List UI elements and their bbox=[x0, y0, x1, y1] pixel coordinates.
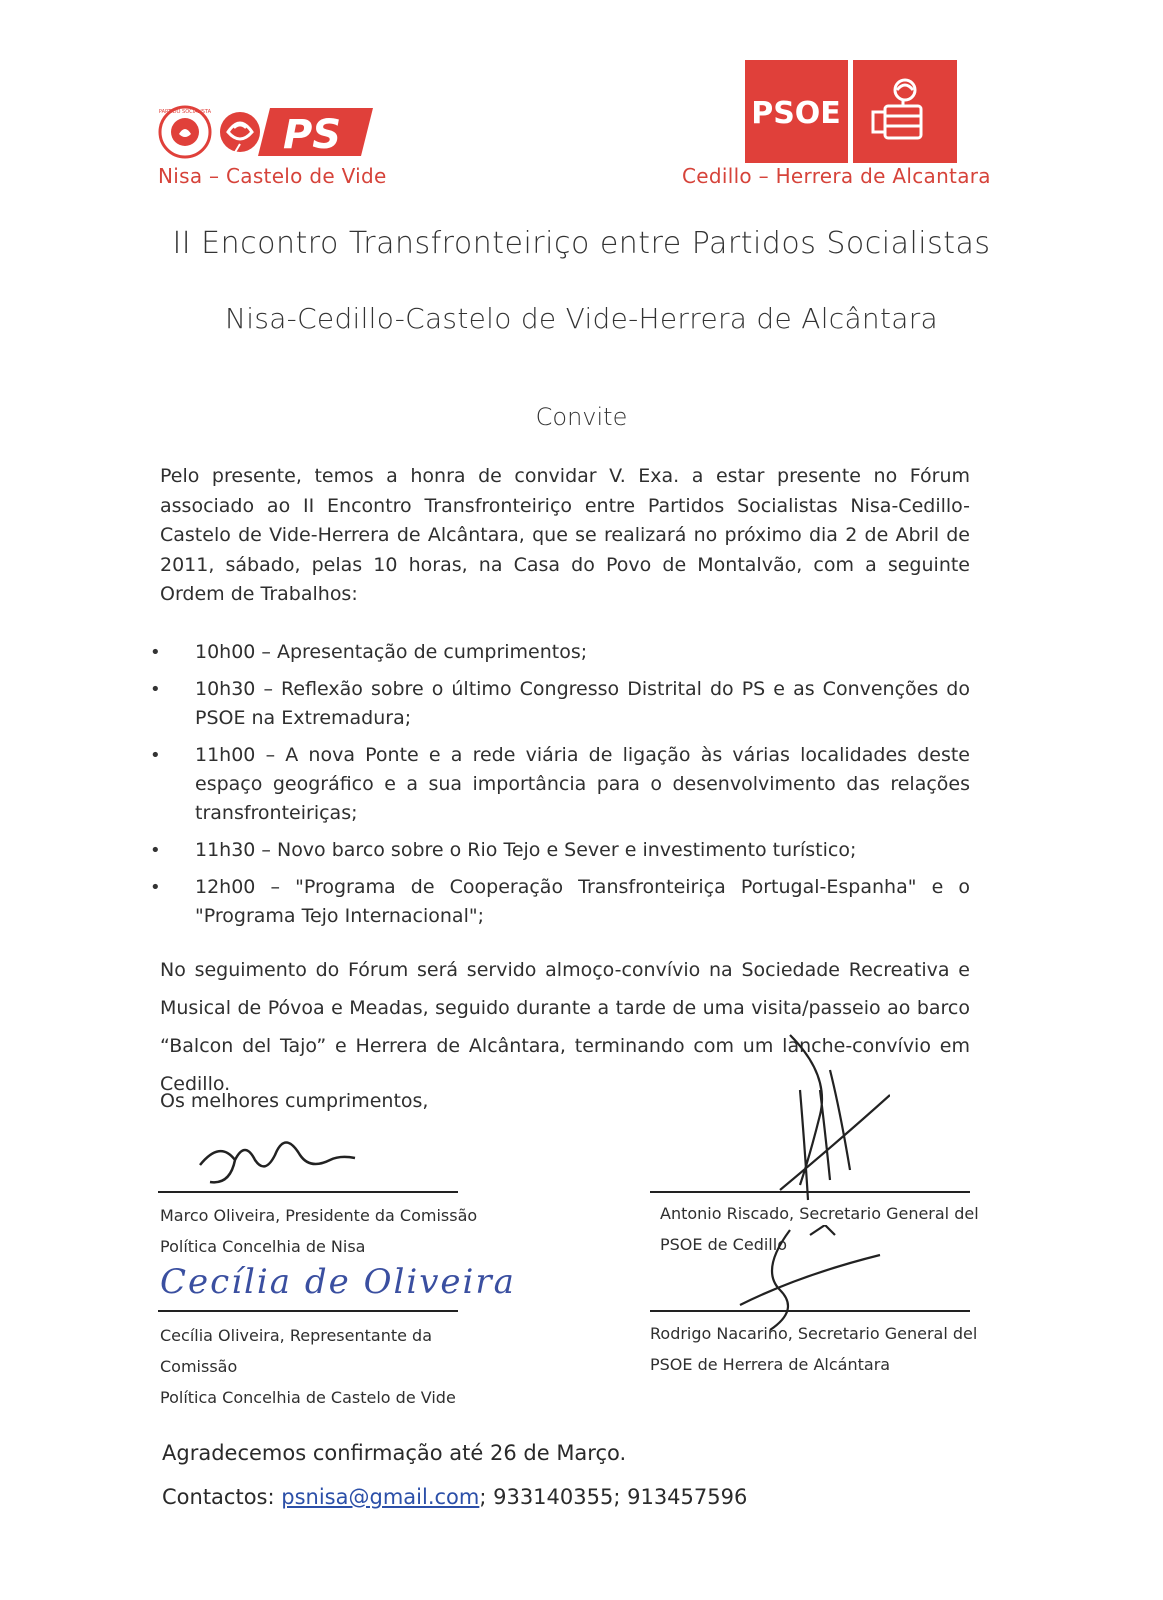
signatory-1 bbox=[160, 1200, 480, 1262]
document-title: II Encontro Transfronteiriço entre Partidos Socialistas bbox=[172, 226, 991, 261]
signature-cecilia: Cecília de Oliveira bbox=[160, 1262, 516, 1302]
signature-marco bbox=[190, 1135, 360, 1190]
email-link[interactable]: psnisa@gmail.com bbox=[281, 1485, 480, 1509]
agenda-list bbox=[150, 638, 970, 939]
signatory-1-body: Política Concelhia de Nisa bbox=[160, 1237, 366, 1256]
ps-logo-text: PS bbox=[282, 112, 342, 158]
signatory-3-body: Política Concelhia de Castelo de Vide bbox=[160, 1388, 456, 1407]
document-subtitle: Nisa-Cedillo-Castelo de Vide-Herrera de Alcântara bbox=[225, 302, 938, 335]
signature-line-3 bbox=[158, 1310, 458, 1312]
psoe-logo bbox=[745, 60, 957, 163]
psoe-logo-text: PSOE bbox=[751, 96, 841, 131]
psoe-location: Cedillo – Herrera de Alcantara bbox=[682, 164, 991, 188]
agenda-item: • 11h00 – A nova Ponte e a rede viária de ligação às várias localidades deste espaço geográfico e a sua importância para o desenvolvimento das relações transfronteiriças; bbox=[150, 741, 970, 828]
confirmation-request: Agradecemos confirmação até 26 de Março. bbox=[162, 1441, 627, 1465]
agenda-item: • 11h30 – Novo barco sobre o Rio Tejo e Sever e investimento turístico; bbox=[150, 836, 970, 865]
intro-paragraph: Pelo presente, temos a honra de convidar V. Exa. a estar presente no Fórum associado ao II Encontro Transfronteiriço entre Partidos Socialistas Nisa-Cedillo-Castelo de Vide-Herrera de Alcântara, que se realizará no próximo dia 2 de Abril de 2011, sábado, pelas 10 horas, na Casa do Povo de Montalvão, com a seguinte Ordem de Trabalhos: bbox=[160, 465, 970, 605]
contacts-label: Contactos: bbox=[162, 1485, 275, 1509]
rose-icon bbox=[220, 112, 260, 154]
signature-line-4 bbox=[650, 1310, 970, 1312]
closing-line: Os melhores cumprimentos, bbox=[160, 1090, 429, 1112]
signatory-4-body: PSOE de Herrera de Alcántara bbox=[650, 1355, 891, 1374]
agenda-item: • 10h30 – Reflexão sobre o último Congresso Distrital do PS e as Convenções do PSOE na Extremadura; bbox=[150, 675, 970, 733]
agenda-item: • 10h00 – Apresentação de cumprimentos; bbox=[150, 638, 970, 667]
followup-paragraph: No seguimento do Fórum será servido almoço-convívio na Sociedade Recreativa e Musical de Póvoa e Meadas, seguido durante a tarde de uma visita/passeio ao barco “Balcon del Tajo” e Herrera de Alcântara, terminando com um lanche-convívio em Cedillo. bbox=[160, 959, 970, 1095]
signature-antonio bbox=[760, 1030, 890, 1210]
signatory-3 bbox=[160, 1320, 510, 1413]
signatory-1-title: Marco Oliveira, Presidente da Comissão bbox=[160, 1206, 478, 1225]
heading-convite: Convite bbox=[535, 403, 628, 431]
signatory-4-title: Rodrigo Nacarino, Secretario General del bbox=[650, 1324, 978, 1343]
signature-line-2 bbox=[650, 1191, 970, 1193]
signatory-4 bbox=[650, 1318, 990, 1380]
ps-location: Nisa – Castelo de Vide bbox=[158, 164, 387, 188]
ps-seal-text: PARTIDO SOCIALISTA bbox=[158, 109, 212, 115]
signatory-2-title: Antonio Riscado, Secretario General del bbox=[660, 1204, 979, 1223]
agenda-item: • 12h00 – "Programa de Cooperação Transfronteiriça Portugal-Espanha" e o "Programa Tejo Internacional"; bbox=[150, 873, 970, 931]
ps-logo bbox=[158, 104, 373, 160]
signature-line-1 bbox=[158, 1191, 458, 1193]
phone-numbers: ; 933140355; 913457596 bbox=[479, 1485, 748, 1509]
signatory-2-body: PSOE de Cedillo bbox=[660, 1235, 787, 1254]
signatory-3-title: Cecília Oliveira, Representante da Comissão bbox=[160, 1326, 433, 1376]
contacts-line bbox=[162, 1485, 747, 1509]
